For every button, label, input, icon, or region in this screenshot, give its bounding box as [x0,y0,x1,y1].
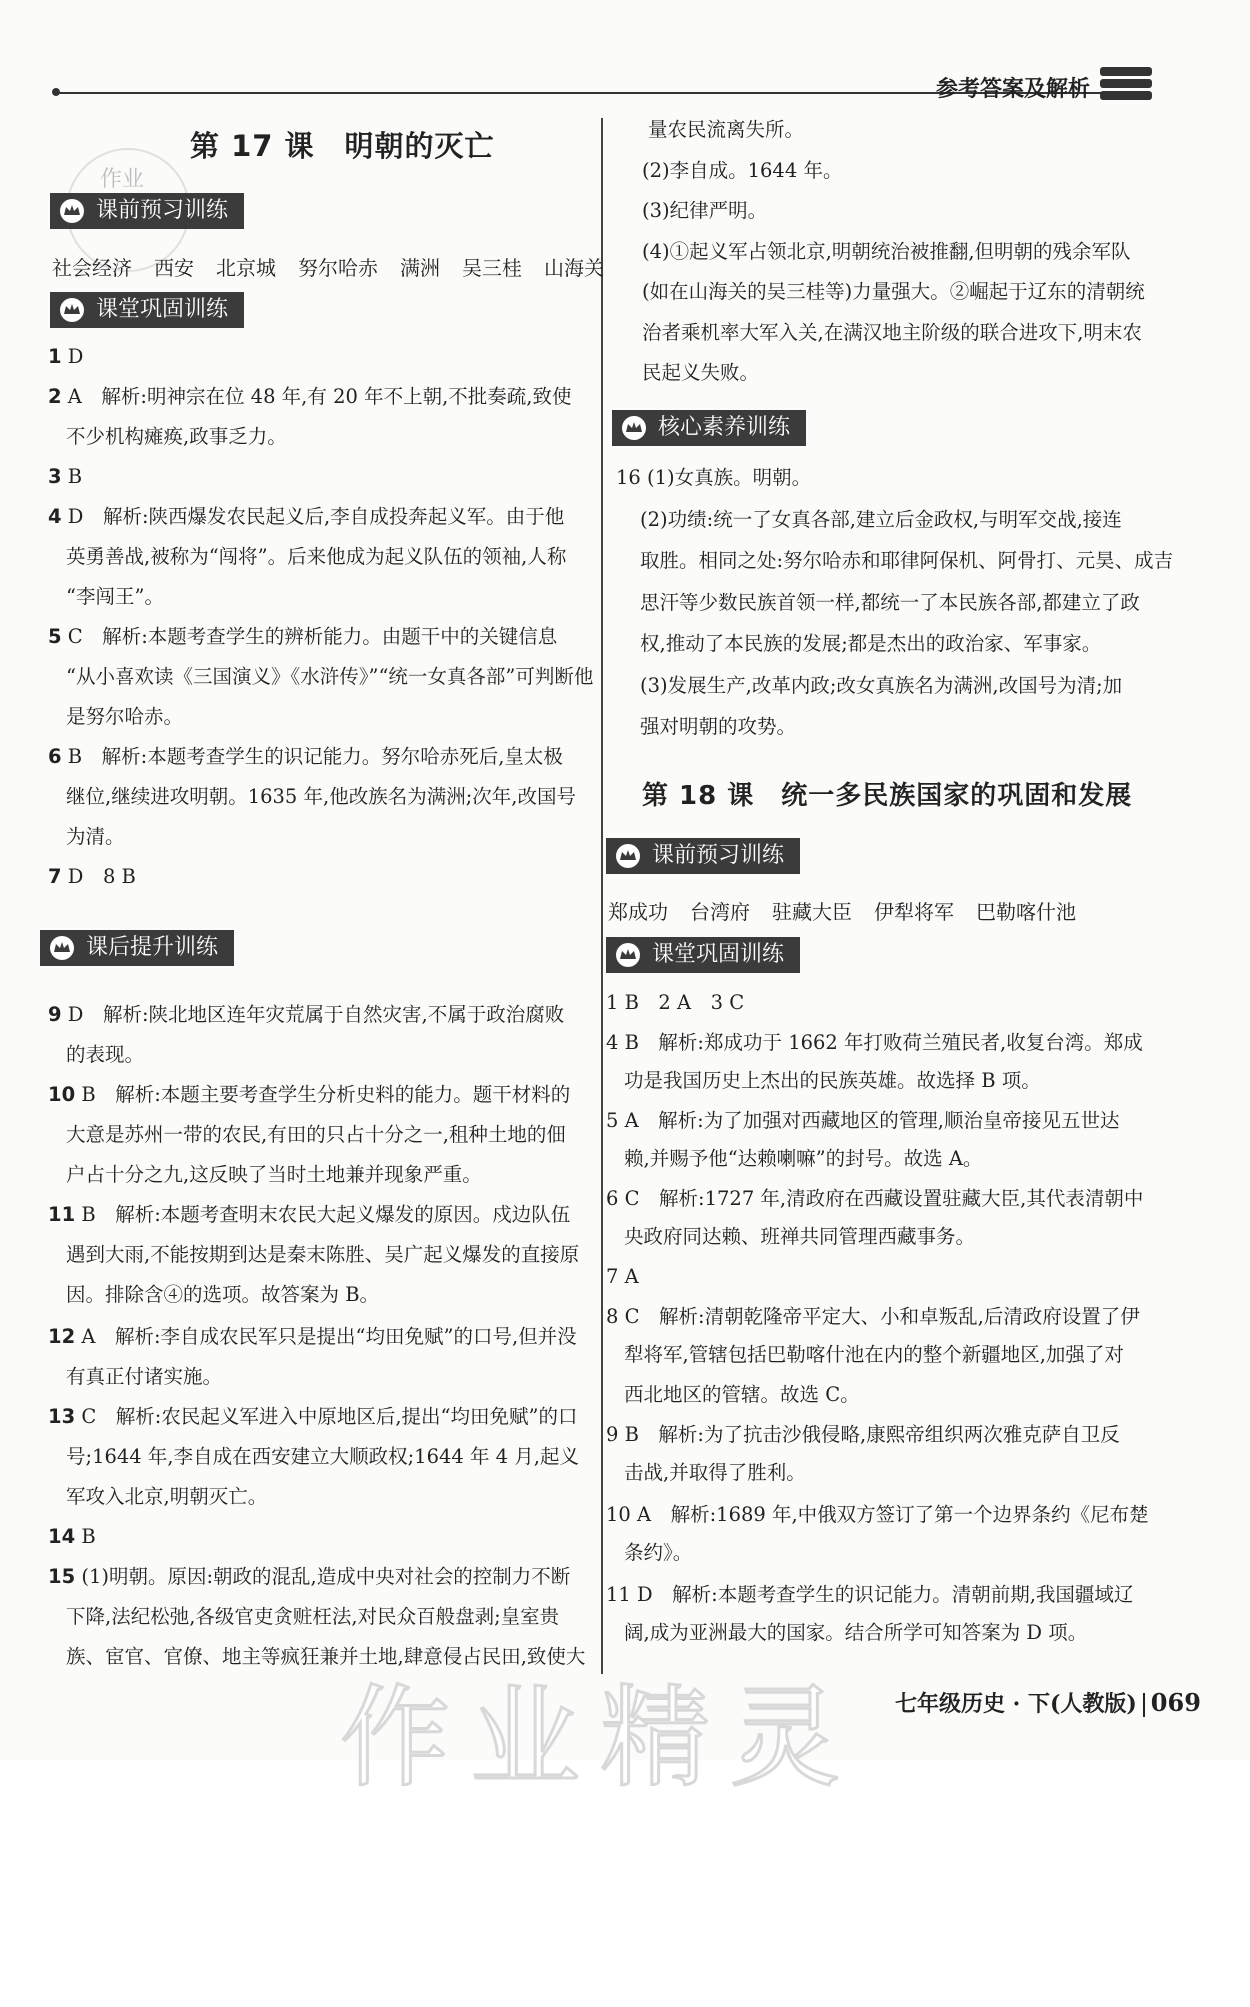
question-number: 4 [48,505,62,528]
answer-line [48,507,564,527]
answer-text: (1)明朝。原因:朝政的混乱,造成中央对社会的控制力不断 [81,1565,571,1588]
answer-line [48,1327,577,1347]
answer-line: (3)发展生产,改革内政;改女真族名为满洲,改国号为清;加 [640,673,1123,697]
answer-line: 央政府同达赖、班禅共同管理西藏事务。 [624,1225,976,1248]
keyword: 台湾府 [690,900,750,924]
keyword: 北京城 [216,256,276,280]
answer-line [66,1367,222,1387]
crown-icon [58,198,86,224]
answer-line: 取胜。相同之处:努尔哈赤和耶律阿保机、阿骨打、元昊、成吉 [640,549,1174,572]
answer-line [66,547,566,567]
column-divider [601,118,603,1674]
answer-text: 遇到大雨,不能按期到达是秦末陈胜、吴广起义爆发的直接原 [66,1243,580,1266]
answer-line [66,707,183,727]
answer-text: 解析:陕西爆发农民起义后,李自成投奔起义军。由于他 [102,505,565,528]
answer-line [48,627,557,647]
answer-text: 的表现。 [66,1043,145,1066]
crown-icon [48,935,76,961]
answer-line: 7 A [606,1265,639,1288]
answer-line [48,1567,570,1587]
watermark-stamp-text: 作业 [100,167,145,192]
answer-line: (3)纪律严明。 [642,199,768,222]
keyword-row-left [52,252,626,281]
answer-line [48,1407,578,1427]
answer-line: 权,推动了本民族的发展;都是杰出的政治家、军事家。 [640,632,1102,655]
answer-text: 继位,继续进攻明朝。1635 年,他改族名为满洲;次年,改国号 [66,785,576,808]
answer-text: 有真正付诸实施。 [66,1365,223,1388]
answer-letter: B [81,1525,96,1548]
answer-line [66,1245,579,1265]
answer-line [48,467,102,487]
section-banner-core-right [612,410,806,446]
answer-line [48,347,103,367]
keyword: 社会经济 [52,256,132,280]
keyword: 巴勒喀什池 [976,900,1076,924]
answer-line [66,1165,482,1185]
answer-letter: A [67,385,82,408]
lesson-18-title: 第 18 课 统一多民族国家的巩固和发展 [642,781,1133,811]
keyword: 满洲 [400,256,440,280]
answer-line [66,827,125,847]
banner-label: 核心素养训练 [658,415,791,440]
banner-label: 课堂巩固训练 [96,297,229,322]
answer-line: 9 B 解析:为了抗击沙俄侵略,康熙帝组织两次雅克萨自卫反 [606,1423,1120,1446]
keyword: 山海关 [544,256,604,280]
banner-label: 课前预习训练 [96,198,229,223]
footer-separator [1143,1693,1145,1717]
lesson-17-title: 第 17 课 明朝的灭亡 [190,129,495,163]
answer-letter: D [67,1003,84,1026]
keyword: 吴三桂 [462,256,522,280]
keyword: 郑成功 [608,900,668,924]
keyword: 西安 [154,256,194,280]
page-footer [895,1687,1201,1718]
question-number: 6 [48,745,62,768]
answer-text: “从小喜欢读《三国演义》《水浒传》”“统一女真各部”可判断他 [66,665,594,688]
answer-line: 强对明朝的攻势。 [640,715,797,738]
answer-line: 击战,并取得了胜利。 [624,1461,806,1484]
answer-text: 解析:本题考查学生的识记能力。努尔哈赤死后,皇太极 [101,745,563,768]
answer-line: 4 B 解析:郑成功于 1662 年打败荷兰殖民者,收复台湾。郑成 [606,1031,1143,1054]
question-number: 13 [48,1405,76,1428]
answer-letter: D [67,505,84,528]
crown-icon [614,843,642,869]
answer-line [48,867,136,887]
answer-line: 量农民流离失所。 [648,118,805,141]
answer-line [66,587,164,607]
answer-line: (如在山海关的吴三桂等)力量强大。②崛起于辽东的清朝统 [642,280,1145,303]
question-number: 14 [48,1525,76,1548]
question-number: 5 [48,625,62,648]
answer-text: 族、宦官、官僚、地主等疯狂兼并土地,肆意侵占民田,致使大 [66,1645,586,1668]
answer-line: 16 (1)女真族。明朝。 [616,466,812,489]
answer-line [48,747,563,767]
answer-line [48,1527,115,1547]
question-number: 7 [48,865,62,888]
answer-line: 西北地区的管辖。故选 C。 [624,1383,860,1406]
answer-text: 军攻入北京,明朝灭亡。 [66,1485,268,1508]
banner-label: 课堂巩固训练 [652,942,785,967]
answer-text: 不少机构瘫痪,政事乏力。 [66,425,287,448]
answer-line: 8 C 解析:清朝乾隆帝平定大、小和卓叛乱,后清政府设置了伊 [606,1305,1140,1328]
answer-line: 1 B 2 A 3 C [606,991,745,1014]
answer-text: 8 B [102,865,136,888]
answer-letter: C [81,1405,97,1428]
page-number: 069 [1150,1688,1201,1717]
question-number: 3 [48,465,62,488]
answer-text: 解析:本题考查明末农民大起义爆发的原因。戍边队伍 [115,1203,571,1226]
answer-text: 下降,法纪松弛,各级官吏贪赃枉法,对民众百般盘剥;皇室贵 [66,1605,560,1628]
answer-text: 号;1644 年,李自成在西安建立大顺政权;1644 年 4 月,起义 [66,1445,579,1468]
answer-line: 10 A 解析:1689 年,中俄双方签订了第一个边界条约《尼布楚 [606,1503,1149,1526]
book-label: 七年级历史 · 下(人教版) [895,1691,1137,1717]
answer-text: 解析:李自成农民军只是提出“均田免赋”的口号,但并没 [114,1325,577,1348]
section-banner-consolidate-left [50,292,244,328]
header-title: 参考答案及解析 [936,77,1091,102]
keyword: 努尔哈赤 [298,256,378,280]
answer-line [66,1285,379,1305]
books-icon [1100,64,1152,106]
answer-letter: D [67,865,84,888]
section-banner-preview-right [606,838,800,874]
answer-line: 11 D 解析:本题考查学生的识记能力。清朝前期,我国疆域辽 [606,1583,1134,1606]
watermark-text: 作业精灵 [340,1674,860,1802]
section-banner-preview-left [50,193,244,229]
answer-line [66,1607,559,1627]
answer-text: “李闯王”。 [66,585,164,608]
answer-line [48,387,571,407]
answer-letter: B [67,465,83,488]
answer-line [48,1085,570,1105]
answer-letter: A [81,1325,96,1348]
keyword-row-right [608,896,1098,925]
answer-line [66,1045,144,1065]
banner-label: 课后提升训练 [86,935,219,960]
question-number: 9 [48,1003,62,1026]
answer-line: 治者乘机率大军入关,在满汉地主阶级的联合进攻下,明末农 [642,320,1142,344]
answer-letter: B [81,1203,96,1226]
answer-letter: D [67,345,84,368]
answer-line: 思汗等少数民族首领一样,都统一了本民族各部,都建立了政 [640,590,1140,614]
answer-letter: B [81,1083,96,1106]
answer-text: 户占十分之九,这反映了当时土地兼并现象严重。 [66,1163,482,1186]
answer-line: 5 A 解析:为了加强对西藏地区的管理,顺治皇帝接见五世达 [606,1109,1120,1132]
banner-label: 课前预习训练 [652,843,785,868]
answer-letter: C [67,625,83,648]
answer-line [66,787,576,807]
answer-line [48,1005,564,1025]
answer-line [66,427,287,447]
answer-text: 解析:农民起义军进入中原地区后,提出“均田免赋”的口 [115,1405,578,1428]
question-number: 2 [48,385,62,408]
crown-icon [58,297,86,323]
question-number: 1 [48,345,62,368]
answer-line: 赖,并赐予他“达赖喇嘛”的封号。故选 A。 [624,1147,983,1170]
answer-line: (2)功绩:统一了女真各部,建立后金政权,与明军交战,接连 [640,507,1122,531]
answer-text: 解析:本题考查学生的辨析能力。由题干中的关键信息 [102,625,558,648]
crown-icon [620,415,648,441]
section-banner-consolidate-right [606,937,800,973]
answer-text: 解析:陕北地区连年灾荒属于自然灾害,不属于政治腐败 [102,1003,565,1026]
answer-text: 解析:本题主要考查学生分析史料的能力。题干材料的 [115,1083,571,1106]
answer-line [66,1125,566,1145]
answer-line: 条约》。 [624,1541,693,1564]
answer-line [48,1205,570,1225]
answer-line: 阔,成为亚洲最大的国家。结合所学可知答案为 D 项。 [624,1621,1088,1644]
answer-text: 为清。 [66,825,125,848]
question-number: 11 [48,1203,76,1226]
answer-line [66,1447,579,1467]
answer-text: 英勇善战,被称为“闯将”。后来他成为起义队伍的领袖,人称 [66,545,567,568]
answer-text: 大意是苏州一带的农民,有田的只占十分之一,租种土地的佃 [66,1123,566,1146]
section-banner-improve-left [40,930,234,966]
answer-line: 功是我国历史上杰出的民族英雄。故选择 B 项。 [624,1069,1041,1092]
answer-letter: B [67,745,83,768]
answer-line [66,1487,267,1507]
crown-icon [614,942,642,968]
answer-text: 解析:明神宗在位 48 年,有 20 年不上朝,不批奏疏,致使 [101,385,572,408]
question-number: 10 [48,1083,76,1106]
answer-line: (4)①起义军占领北京,明朝统治被推翻,但明朝的残余军队 [642,239,1131,263]
answer-line: 6 C 解析:1727 年,清政府在西藏设置驻藏大臣,其代表清朝中 [606,1187,1144,1210]
answer-line [66,667,593,687]
answer-line: (2)李自成。1644 年。 [642,158,843,182]
keyword: 驻藏大臣 [772,900,852,924]
answer-text: 是努尔哈赤。 [66,705,184,728]
answer-line: 民起义失败。 [642,361,760,384]
keyword: 伊犁将军 [874,900,954,924]
question-number: 12 [48,1325,76,1348]
question-number: 15 [48,1565,76,1588]
answer-line: 犁将军,管辖包括巴勒喀什池在内的整个新疆地区,加强了对 [624,1343,1124,1366]
answer-text: 因。排除含④的选项。故答案为 B。 [66,1283,380,1306]
